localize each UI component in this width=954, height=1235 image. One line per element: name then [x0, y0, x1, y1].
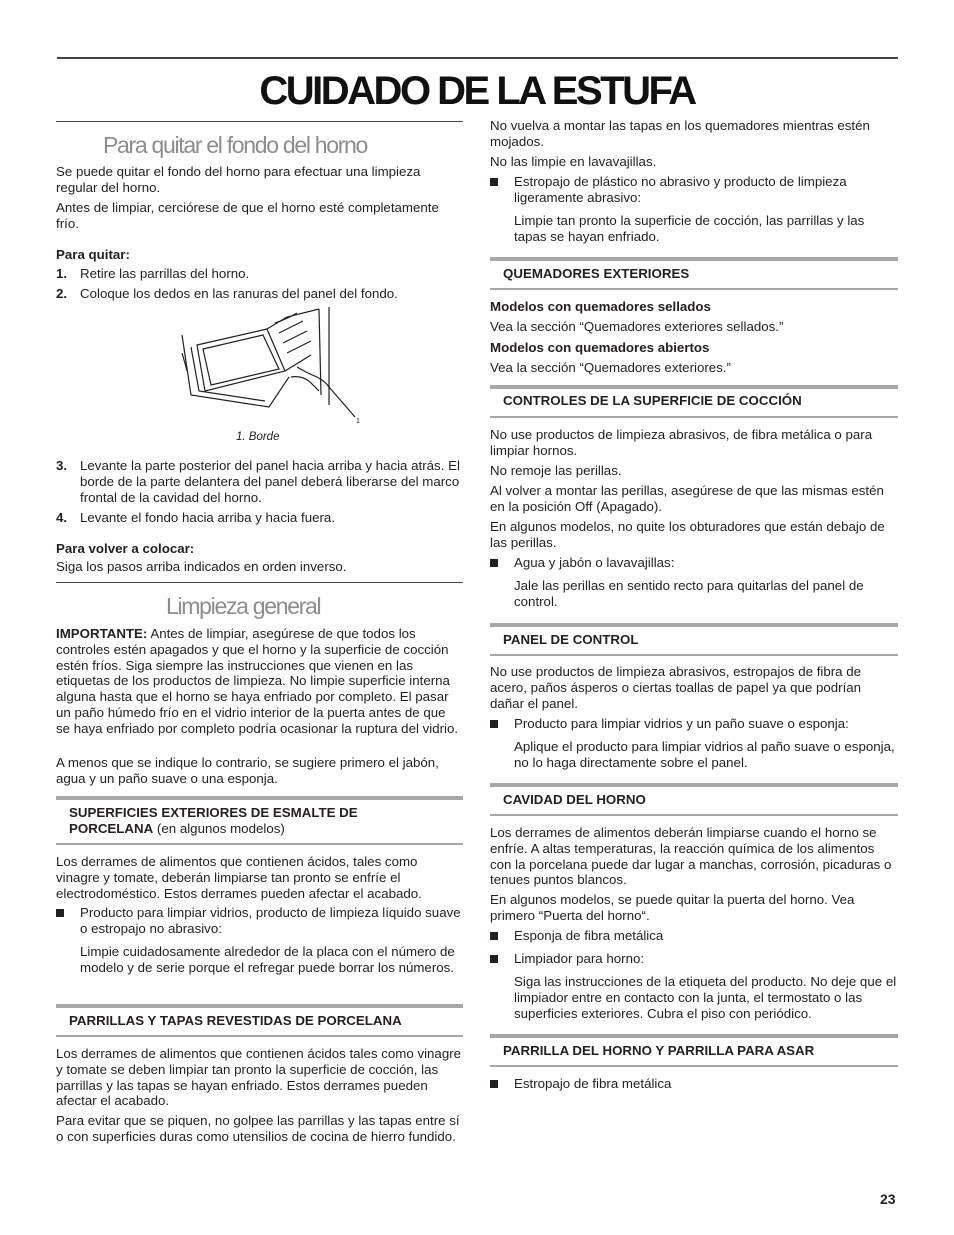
paragraph: En algunos modelos, no quite los obturadores que están debajo de las perillas. — [490, 519, 885, 550]
bullet-item: Limpiador para horno: — [490, 951, 898, 967]
bullet-item: Agua y jabón o lavavajillas: — [490, 555, 898, 571]
paragraph: No las limpie en lavavajillas. — [490, 154, 657, 169]
list-item: 2. Coloque los dedos en las ranuras del panel del fondo. — [56, 286, 398, 301]
section-rule — [56, 582, 463, 583]
section-header: PARRILLAS Y TAPAS REVESTIDAS DE PORCELANA — [56, 1004, 463, 1038]
top-rule — [57, 57, 898, 59]
paragraph: No use productos de limpieza abrasivos, de fibra metálica o para limpiar hornos. — [490, 427, 873, 458]
paragraph: No use productos de limpieza abrasivos, estropajos de fibra de acero, paños ásperos o ciertas toallas de papel ya que podrían dañar el panel. — [490, 664, 862, 711]
indent-text: Siga las instrucciones de la etiqueta del producto. No deje que el limpiador entre en contacto con la junta, el termostato o las superficies exteriores. Cubra el piso con periódico. — [514, 974, 897, 1021]
subheading: Modelos con quemadores sellados — [490, 299, 711, 314]
indent-text: Limpie tan pronto la superficie de cocción, las parrillas y las tapas se hayan enfriado. — [514, 213, 865, 244]
paragraph: Vea la sección “Quemadores exteriores.” — [490, 360, 731, 375]
paragraph: No vuelva a montar las tapas en los quemadores mientras estén mojados. — [490, 118, 870, 149]
bullet-item: Estropajo de fibra metálica — [490, 1076, 898, 1092]
subheading-para-quitar: Para quitar: — [56, 247, 130, 262]
section-header: SUPERFICIES EXTERIORES DE ESMALTE DE PORCELANA (en algunos modelos) — [56, 796, 463, 846]
figure-callout: 1 — [356, 418, 360, 425]
paragraph: Al volver a montar las perillas, asegúrese de que las mismas estén en la posición Off (Apagado). — [490, 483, 884, 514]
page-title: CUIDADO DE LA ESTUFA — [259, 69, 695, 113]
paragraph: En algunos modelos, se puede quitar la puerta del horno. Vea primero “Puerta del horno“. — [490, 892, 855, 923]
paragraph: Los derrames de alimentos que contienen ácidos, tales como vinagre y tomate, deberán limpiarse tan pronto se enfríe el electrodoméstico. Estos derrames pueden afectar el acabado. — [56, 854, 422, 901]
section-header: CAVIDAD DEL HORNO — [490, 783, 898, 817]
indent-text: Aplique el producto para limpiar vidrios al paño suave o esponja, no lo haga directamente sobre el panel. — [514, 739, 895, 770]
section-header: CONTROLES DE LA SUPERFICIE DE COCCIÓN — [490, 385, 898, 419]
paragraph-importante: IMPORTANTE: Antes de limpiar, asegúrese de que todos los controles estén apagados y que el horno y la superficie de cocción estén fríos. Siga siempre las instrucciones que vienen en las etiquetas de los productos de limpieza. No limpie superficie interna alguna hasta que el horno se haya enfriado por completo. El pasar un paño húmedo frío en el vidrio interior de la puerta antes de que se haya enfriado por completo podría ocasionar la ruptura del vidrio. — [56, 626, 459, 736]
figure-caption: 1. Borde — [236, 431, 280, 443]
paragraph: Siga los pasos arriba indicados en orden inverso. — [56, 559, 347, 574]
page-number: 23 — [880, 1191, 896, 1207]
paragraph: A menos que se indique lo contrario, se sugiere primero el jabón, agua y un paño suave o una esponja. — [56, 755, 439, 786]
paragraph: Antes de limpiar, cerciórese de que el horno esté completamente frío. — [56, 200, 439, 231]
bullet-item: Producto para limpiar vidrios y un paño suave o esponja: — [490, 716, 898, 732]
bullet-item: Esponja de fibra metálica — [490, 928, 898, 944]
paragraph: No remoje las perillas. — [490, 463, 622, 478]
heading-quitar-fondo: Para quitar el fondo del horno — [103, 132, 368, 158]
bullet-item: Estropajo de plástico no abrasivo y producto de limpieza ligeramente abrasivo: — [490, 174, 898, 206]
list-item: 1. Retire las parrillas del horno. — [56, 266, 250, 281]
paragraph: Se puede quitar el fondo del horno para efectuar una limpieza regular del horno. — [56, 164, 421, 195]
paragraph: Los derrames de alimentos deberán limpiarse cuando el horno se enfríe. A altas temperaturas, la reacción química de los alimentos con la porcelana puede dar lugar a manchas, corrosión, picaduras o tenues puntos blancos. — [490, 825, 892, 888]
indent-text: Jale las perillas en sentido recto para quitarlas del panel de control. — [514, 578, 864, 609]
bullet-item: Producto para limpiar vidrios, producto de limpieza líquido suave o estropajo no abrasivo: — [56, 905, 463, 937]
section-header: PARRILLA DEL HORNO Y PARRILLA PARA ASAR — [490, 1034, 898, 1068]
list-item: 3. Levante la parte posterior del panel hacia arriba y hacia atrás. El borde de la parte delantera del panel deberá liberarse del marco frontal de la cavidad del horno. — [56, 458, 460, 505]
paragraph: Los derrames de alimentos que contienen ácidos tales como vinagre y tomate se deben limpiar tan pronto la superficie de cocción, las parrillas y las tapas se hayan enfriado. Estos derrames pueden afectar el acabado. — [56, 1046, 462, 1109]
indent-text: Limpie cuidadosamente alrededor de la placa con el número de modelo y de serie porque el refregar puede borrar los números. — [80, 944, 455, 975]
list-item: 4. Levante el fondo hacia arriba y hacia fuera. — [56, 510, 336, 525]
paragraph: Vea la sección “Quemadores exteriores sellados.” — [490, 319, 784, 334]
heading-limpieza-general: Limpieza general — [166, 593, 321, 619]
section-header: QUEMADORES EXTERIORES — [490, 257, 898, 291]
section-rule — [56, 121, 463, 122]
paragraph: Para evitar que se piquen, no golpee las parrillas y las tapas entre sí o con superficies duras como utensilios de cocina de hierro fundido. — [56, 1113, 460, 1144]
section-header: PANEL DE CONTROL — [490, 623, 898, 657]
oven-bottom-illustration — [179, 305, 360, 425]
subheading-volver: Para volver a colocar: — [56, 541, 195, 556]
subheading: Modelos con quemadores abiertos — [490, 340, 710, 355]
